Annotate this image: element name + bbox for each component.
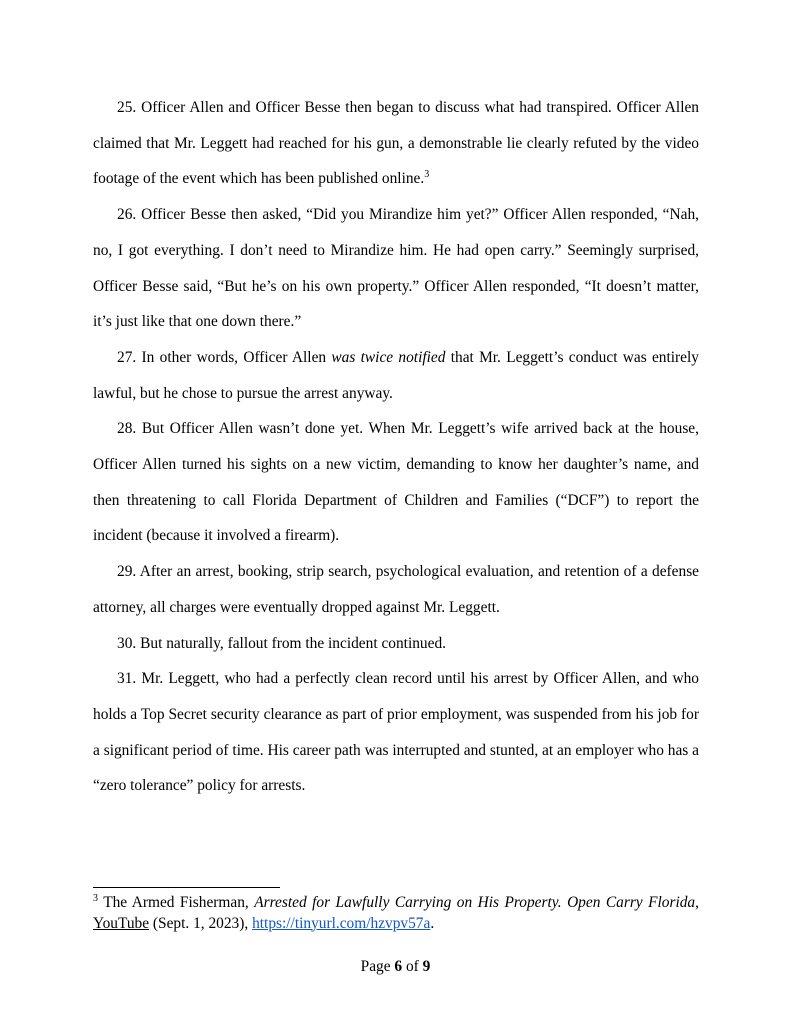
paragraph-text: Officer Besse then asked, “Did you Mirandize him yet?” Officer Allen responded, “Nah, no, I got everything. I don’t need to Mirandize him. He had open carry.” Seemingly surprised, Officer Besse said, “But he’s on his own property.” Officer Allen responded, “It doesn’t matter, it’s just like that one down there.” [93,206,699,331]
paragraph-text: But naturally, fallout from the incident continued. [140,634,446,652]
footnote-reference: 3 [424,169,430,181]
paragraph-text: In other words, Officer Allen [141,348,332,366]
paragraph-26 [93,197,699,340]
footnote-author: The Armed Fisherman, [103,894,255,911]
footnote-date: (Sept. 1, 2023), [149,914,253,932]
emphasis-text: was twice notified [331,348,446,366]
paragraph-29 [93,554,699,625]
body-text [93,90,699,804]
paragraph-text: But Officer Allen wasn’t done yet. When Mr. Leggett’s wife arrived back at the house, Officer Allen turned his sights on a new victim, demanding to know her daughter’s name, and then threatening to call Florida Department of Children and Families (“DCF”) to report the incident (because it involved a firearm). [93,420,699,545]
paragraph-number: 27. [117,348,137,366]
paragraph-number: 31. [117,670,137,688]
paragraph-31 [93,661,699,804]
footnote-separator [93,887,280,888]
paragraph-number: 25. [117,99,137,116]
paragraph-number: 28. [117,420,137,438]
footnote-publisher: YouTube [93,914,150,932]
paragraph-text: Mr. Leggett, who had a perfectly clean record until his arrest by Officer Allen, and who holds a Top Secret security clearance as part of prior employment, was suspended from his job for a significant period of time. His career path was interrupted and stunted, at an employer who has a “zero tolerance” policy for arrests. [93,670,699,795]
page-label: Page [360,958,395,975]
paragraph-number: 29. [117,563,137,581]
footnote-3 [93,893,699,934]
paragraph-number: 30. [117,634,137,652]
paragraph-30 [93,626,699,662]
paragraph-28 [93,411,699,554]
page-total: 9 [422,958,431,975]
paragraph-text: After an arrest, booking, strip search, psychological evaluation, and retention of a defense attorney, all charges were eventually dropped against Mr. Leggett. [93,563,700,616]
footnote-marker: 3 [93,892,98,904]
footnote-url-link[interactable]: https://tinyurl.com/hzvpv57a [252,914,431,932]
paragraph-25 [93,90,699,197]
page-number [0,958,791,976]
paragraph-27 [93,340,699,411]
footnote-separator-text: , [695,894,699,911]
page-current: 6 [394,958,403,975]
paragraph-number: 26. [117,206,137,224]
paragraph-text: that Mr. Leggett’s conduct was entirely lawful, but he chose to pursue the arrest anyway. [93,348,699,402]
footnote-title: Arrested for Lawfully Carrying on His Property. Open Carry Florida [254,894,696,911]
page-of: of [402,958,423,975]
paragraph-text: Officer Allen and Officer Besse then began to discuss what had transpired. Officer Allen claimed that Mr. Leggett had reached for his gun, a demonstrable lie clearly refuted by the video footage of the event which has been published online. [93,99,699,188]
footnote-end: . [430,914,435,932]
